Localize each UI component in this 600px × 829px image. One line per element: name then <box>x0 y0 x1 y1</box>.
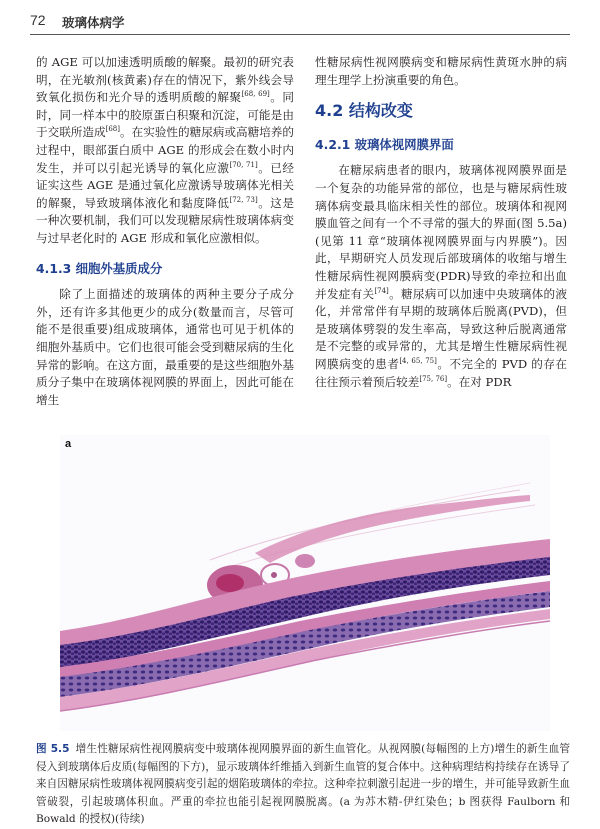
right-column <box>315 54 567 391</box>
figure-caption <box>36 741 570 829</box>
caption-text: 增生性糖尿病性视网膜病变中玻璃体视网膜界面的新生血管化。从视网膜(每幅图的上方)增生的新生血管侵入到玻璃体后皮质(每幅图的下方)，显示玻璃体纤维插入到新生血管的复合体中。这种病理结构持续存在诱导了来自因糖尿病性玻璃体视网膜病变引起的烟陷玻璃体的牵拉。这种牵拉刺激引起进一步的增生，并可能导致新生血管破裂，引起玻璃体积血。严重的牵拉也能引起视网膜脱离。(a 为苏木精-伊红染色；b 图获得 Faulborn 和 Bowald 的授权)(待续) <box>36 743 570 825</box>
left-paragraph-2: 除了上面描述的玻璃体的两种主要分子成分外，还有许多其他更少的成分(数量而言，尽管可能不是很重要)组成玻璃体，通常也可见于机体的细胞外基质中。它们也很可能会受到糖尿病的生化异常的影响。在这方面，最重要的是这些细胞外基质分子集中在玻璃体视网膜的界面上，因此可能在增生 <box>36 287 294 407</box>
panel-label-a: a <box>65 438 72 450</box>
histology-figure <box>60 435 550 731</box>
left-paragraph-1: 的 AGE 可以加速透明质酸的解聚。最初的研究表明，在光敏剂(核黄素)存在的情况下，紫外线会导致氧化损伤和光介导的透明质酸的解聚[68, 69]。同时，同一样本中的胶原蛋白积聚和沉淀，可能是由于交联所造成[68]。在实验性的糖尿病或高糖培养的过程中，眼部蛋白质中 AGE 的形成会在数小时内发生，并可以引起光诱导的氧化应激[70, 71]。已经证实这些 AGE 是通过氧化应激诱导玻璃体光相关的解聚，导致玻璃体液化和黏度降低[72, 73]。这是一种次要机制，我们可以发现糖尿病性玻璃体病变与过早老化时的 AGE 形成和氧化应激相似。 <box>36 55 294 245</box>
subheading-4-2-1: 4.2.1 玻璃体视网膜界面 <box>315 136 454 152</box>
right-paragraph-1: 在糖尿病患者的眼内，玻璃体视网膜界面是一个复杂的功能异常的部位，也是与糖尿病性玻璃体病变最具临床相关性的部位。玻璃体和视网膜血管之间有一个不寻常的强大的界面(图 5.5a)(见第 11 章“玻璃体视网膜界面与内界膜”)。因此，早期研究人员发现后部玻璃体的收缩与增生性糖尿病性视网膜病变(PDR)导致的牵拉和出血并发症有关[74]。糖尿病可以加速中央玻璃体的液化，并常常伴有早期的玻璃体后脱离(PVD)，但是玻璃体劈裂的发生率高，导致这种后脱离通常是不完整的或异常的，尤其是增生性糖尿病性视网膜病变的患者[4, 65, 75]。不完全的 PVD 的存在往往预示着预后较差[75, 76]。在对 PDR <box>315 163 567 389</box>
figure-label: 图 5.5 <box>36 743 70 755</box>
right-paragraph-0: 性糖尿病性视网膜病变和糖尿病性黄斑水肿的病理生理学上扮演重要的角色。 <box>315 55 567 87</box>
running-header <box>30 12 570 32</box>
left-column <box>36 54 294 409</box>
section-heading-4-2: 4.2 结构改变 <box>315 101 413 121</box>
book-title: 玻璃体病学 <box>62 15 125 30</box>
header-rule <box>30 34 570 35</box>
histology-image <box>60 435 550 731</box>
subheading-4-1-3: 4.1.3 细胞外基质成分 <box>36 260 163 276</box>
page-number: 72 <box>30 12 46 28</box>
